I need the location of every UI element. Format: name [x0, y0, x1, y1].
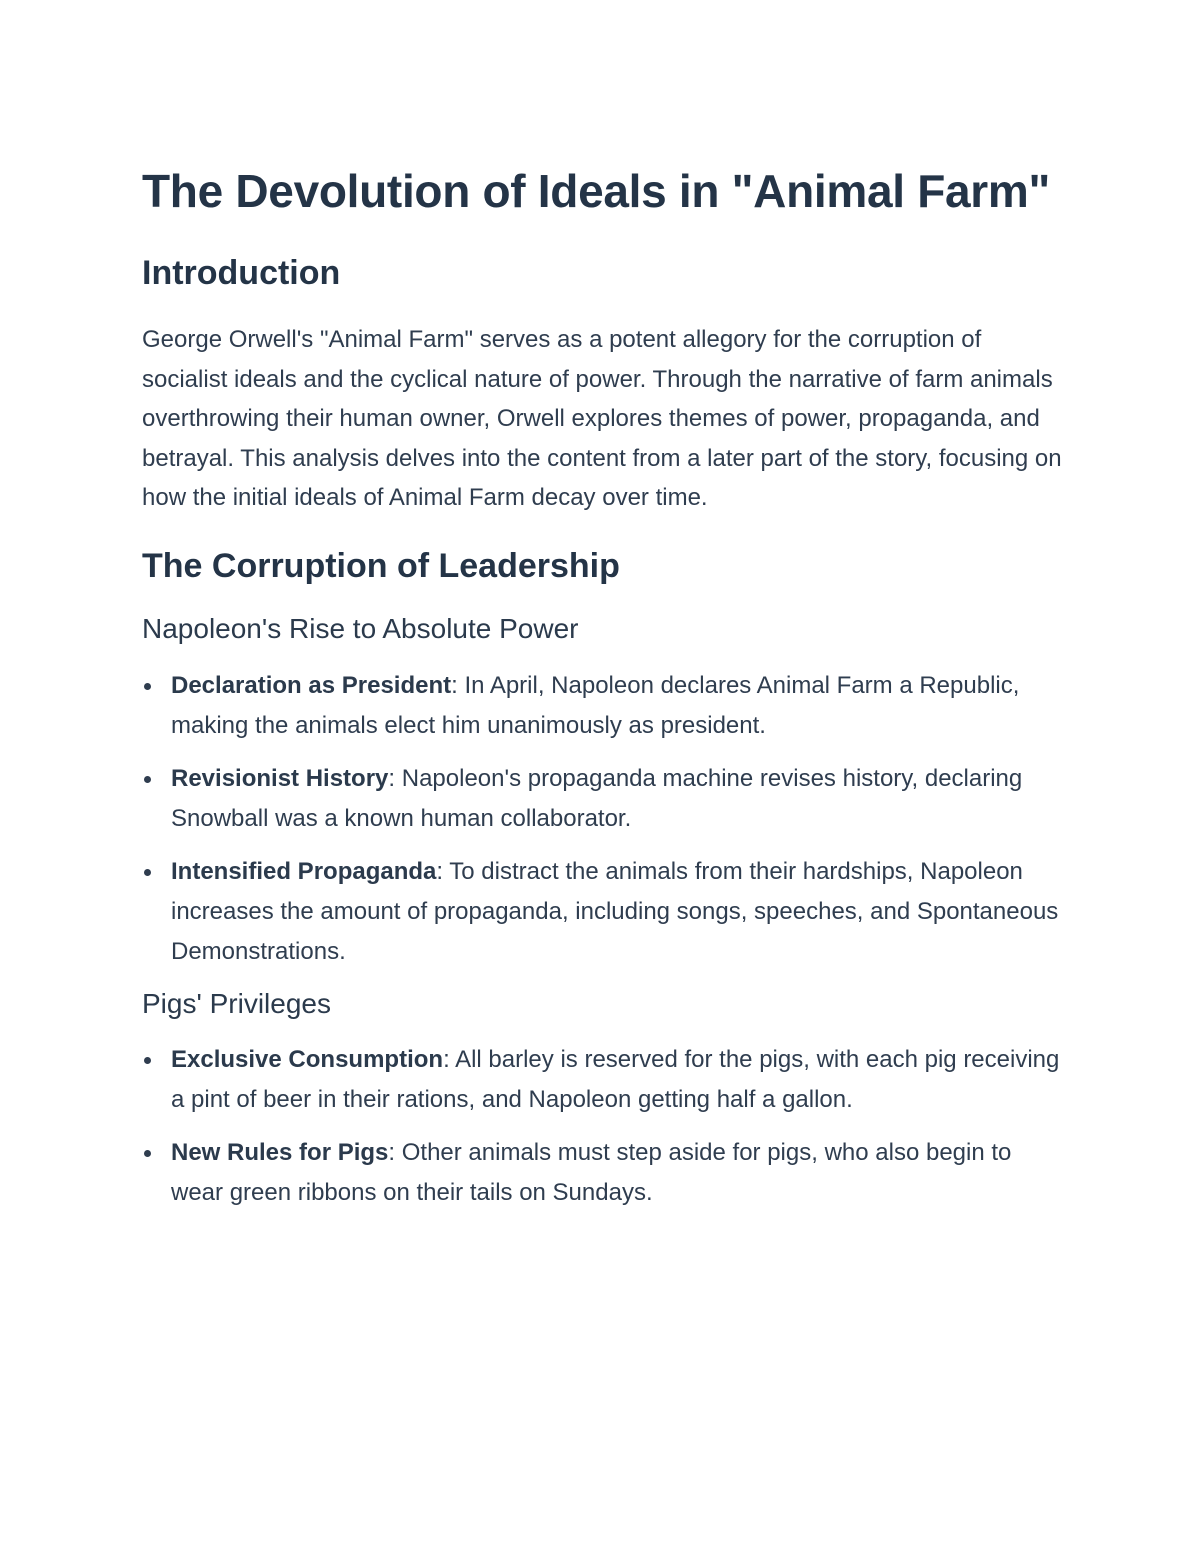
list-item: [142, 852, 1062, 972]
corruption-of-leadership-heading: The Corruption of Leadership: [142, 546, 620, 585]
list-item: [142, 666, 1062, 746]
list-item: [142, 759, 1062, 839]
list-item-term: New Rules for Pigs: [171, 1138, 389, 1166]
document-title: The Devolution of Ideals in "Animal Farm": [142, 165, 1050, 217]
list-item: [142, 1133, 1062, 1213]
pigs-privileges-heading: Pigs' Privileges: [142, 987, 331, 1019]
napoleon-rise-list: [142, 666, 1062, 972]
introduction-heading: Introduction: [142, 254, 341, 292]
list-item-term: Revisionist History: [171, 764, 389, 792]
list-item-term: Intensified Propaganda: [171, 857, 437, 885]
introduction-paragraph: George Orwell's "Animal Farm" serves as a potent allegory for the corruption of socialist ideals and the cyclical nature of power. Through the narrative of farm animals overthrowing their human owner, Orwell explores themes of power, propaganda, and betrayal. This analysis delves into the content from a later part of the story, focusing on how the initial ideals of Animal Farm decay over time.: [142, 326, 1062, 511]
list-item-text: : All barley is reserved for the pigs, with each pig receiving a pint of beer in their rations, and Napoleon getting half a gallon.: [171, 1045, 1060, 1113]
list-item-text: : Napoleon's propaganda machine revises history, declaring Snowball was a known human collaborator.: [171, 764, 1023, 832]
list-item-term: Declaration as President: [171, 671, 452, 699]
pigs-privileges-list: [142, 1040, 1062, 1213]
list-item-text: : To distract the animals from their hardships, Napoleon increases the amount of propaganda, including songs, speeches, and Spontaneous Demonstrations.: [171, 857, 1059, 965]
list-item-text: : Other animals must step aside for pigs, who also begin to wear green ribbons on their tails on Sundays.: [171, 1138, 1012, 1206]
document-page: [142, 160, 1062, 1226]
napoleon-rise-heading: Napoleon's Rise to Absolute Power: [142, 612, 579, 644]
list-item: [142, 1040, 1062, 1120]
list-item-text: : In April, Napoleon declares Animal Farm a Republic, making the animals elect him unanimously as president.: [171, 671, 1020, 739]
list-item-term: Exclusive Consumption: [171, 1045, 444, 1073]
